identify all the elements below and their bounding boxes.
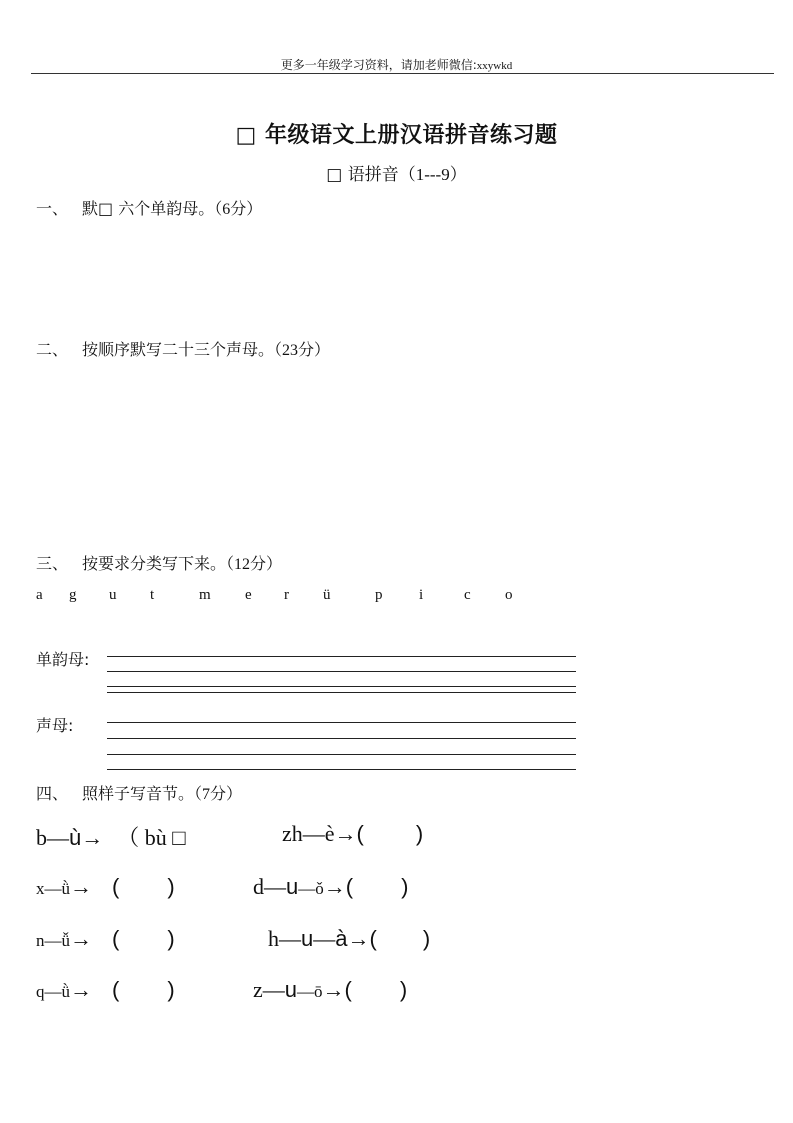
question-text: 按要求分类写下来。（ bbox=[82, 554, 235, 573]
letter-item: c bbox=[464, 587, 471, 603]
letter-item: p bbox=[375, 587, 383, 603]
initials-label: 声母: bbox=[36, 716, 74, 735]
question-score: 23分 bbox=[282, 342, 315, 359]
header-divider bbox=[31, 73, 774, 74]
letter-item: a bbox=[36, 587, 43, 603]
letter-item: i bbox=[419, 587, 424, 603]
final-letter: ǚ bbox=[61, 931, 70, 950]
final-letter: ǒ bbox=[315, 879, 324, 898]
subtitle-range: 1---9 bbox=[415, 165, 450, 184]
answer-close: ) bbox=[399, 977, 408, 1002]
letter-item: o bbox=[505, 587, 513, 603]
answer-open[interactable]: ( bbox=[112, 926, 120, 951]
example-right-4: z—u—ō→( ) bbox=[253, 977, 408, 1002]
example-right-1: zh—è→( ) bbox=[282, 821, 424, 846]
question-score: 12分 bbox=[234, 556, 267, 573]
answer-line[interactable] bbox=[107, 692, 576, 693]
question-3 bbox=[36, 551, 282, 574]
answer-close: ) bbox=[167, 926, 175, 951]
header-wechat-id: xxywkd bbox=[476, 60, 513, 72]
question-index: 二、 bbox=[36, 340, 69, 359]
arrow-icon: → bbox=[70, 874, 92, 899]
example-left-3: n—ǚ→ ( ) bbox=[36, 926, 175, 951]
subtitle-text: □ 语拼音（ bbox=[326, 165, 416, 185]
document-subtitle bbox=[0, 160, 793, 185]
question-text: 默□ 六个单韵母。（ bbox=[82, 199, 223, 218]
question-close: ） bbox=[314, 340, 331, 359]
page-header bbox=[0, 56, 793, 73]
question-text: 按顺序默写二十三个声母。（ bbox=[82, 340, 283, 359]
initial-letter: d bbox=[253, 874, 264, 899]
question-1 bbox=[36, 196, 262, 219]
answer-open[interactable]: ( bbox=[112, 874, 120, 899]
arrow-icon: → bbox=[81, 825, 104, 850]
answer-close: ) bbox=[422, 926, 431, 951]
answer-open[interactable]: →( bbox=[322, 977, 352, 1002]
letter-item: r bbox=[284, 587, 289, 603]
answer-line[interactable] bbox=[107, 738, 576, 739]
subtitle-close: ） bbox=[449, 165, 467, 185]
letter-item: m bbox=[199, 587, 211, 603]
question-4 bbox=[36, 781, 242, 804]
answer-open[interactable]: →( bbox=[347, 926, 377, 951]
letter-item: t bbox=[150, 587, 155, 603]
final-letter: à bbox=[335, 926, 348, 951]
question-text: 照样子写音节。（ bbox=[82, 784, 203, 803]
final-letter: ù bbox=[69, 825, 82, 850]
initial-letter: h bbox=[268, 926, 279, 951]
initial-letter: b bbox=[36, 825, 47, 850]
answer-open[interactable]: →( bbox=[323, 874, 354, 899]
example-right-3: h—u—à→( ) bbox=[268, 926, 431, 951]
letter-item: u bbox=[109, 587, 117, 603]
initial-letter: z bbox=[253, 977, 263, 1002]
letter-item: g bbox=[69, 587, 77, 603]
letter-item: ü bbox=[323, 587, 331, 603]
question-index: 一、 bbox=[36, 199, 69, 218]
final-letter: ǜ bbox=[61, 879, 70, 898]
initial-letter: zh bbox=[282, 821, 303, 846]
example-left-4: q—ǜ→ ( ) bbox=[36, 977, 175, 1002]
example-right-2: d—u—ǒ→( ) bbox=[253, 874, 409, 899]
medial-letter: u bbox=[301, 926, 314, 951]
letter-item: e bbox=[245, 587, 252, 603]
initial-letter: q bbox=[36, 982, 45, 1001]
answer-line[interactable] bbox=[107, 722, 576, 723]
sample-answer: （ bù □ bbox=[117, 825, 186, 850]
example-left-2: x—ǜ→ ( ) bbox=[36, 874, 175, 899]
question-close: ） bbox=[266, 554, 283, 573]
example-left-1: b—ù→ （ bù □ bbox=[36, 825, 186, 850]
answer-close: ) bbox=[415, 821, 424, 846]
final-letter: è bbox=[324, 821, 335, 846]
document-title: □ 年级语文上册汉语拼音练习题 bbox=[235, 123, 558, 148]
answer-close: ) bbox=[167, 977, 175, 1002]
question-index: 四、 bbox=[36, 784, 69, 803]
answer-line[interactable] bbox=[107, 671, 576, 672]
answer-close: ) bbox=[167, 874, 175, 899]
answer-line[interactable] bbox=[107, 769, 576, 770]
medial-letter: u bbox=[284, 977, 298, 1002]
question-score: 7分 bbox=[202, 786, 227, 803]
arrow-icon: → bbox=[70, 926, 92, 951]
question-index: 三、 bbox=[36, 554, 69, 573]
answer-open[interactable]: →( bbox=[334, 821, 364, 846]
initial-letter: n bbox=[36, 931, 45, 950]
answer-line[interactable] bbox=[107, 754, 576, 755]
initial-letter: x bbox=[36, 879, 45, 898]
vowels-label: 单韵母: bbox=[36, 650, 90, 669]
question-score: 6分 bbox=[222, 201, 247, 218]
answer-open[interactable]: ( bbox=[112, 977, 120, 1002]
arrow-icon: → bbox=[70, 977, 92, 1002]
answer-close: ) bbox=[401, 874, 409, 899]
question-2 bbox=[36, 337, 330, 360]
medial-letter: u bbox=[286, 874, 299, 899]
question-close: ） bbox=[246, 199, 263, 218]
answer-line[interactable] bbox=[107, 686, 576, 687]
answer-line[interactable] bbox=[107, 656, 576, 657]
header-text: 更多一年级学习资料，请加老师微信: bbox=[280, 58, 477, 72]
question-close: ） bbox=[226, 784, 243, 803]
final-letter: ǜ bbox=[61, 982, 70, 1001]
final-letter: ō bbox=[314, 982, 323, 1001]
